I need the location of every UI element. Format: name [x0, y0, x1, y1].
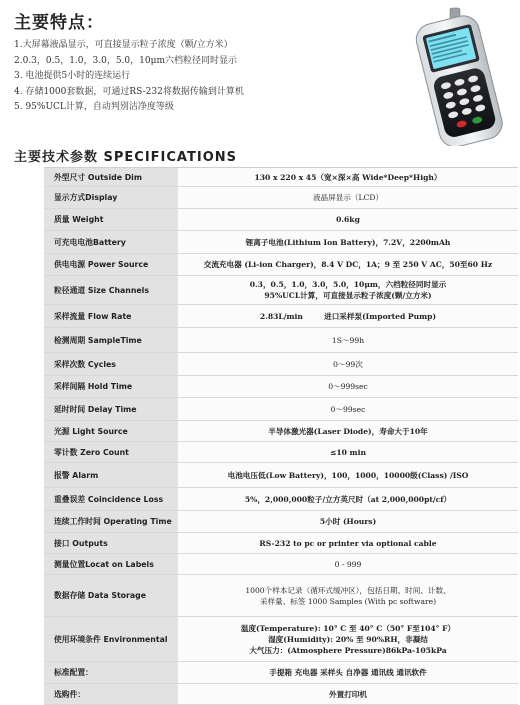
- spec-row: [44, 328, 518, 353]
- particle-counter-device-image: [400, 6, 518, 146]
- spec-label: 选购件：: [44, 684, 178, 704]
- feature-item: 4. 存储1000套数据，可通过RS-232将数据传输到计算机: [14, 86, 244, 97]
- spec-value: 温度(Temperature): 10° C 至 40° C（50° F至104° F） 湿度(Humidity): 20% 至 90%RH，非凝结 大气压力：(Atmosphere Pressure)86kPa-105kPa: [178, 617, 518, 661]
- spec-label: 可充电电池Battery: [44, 231, 178, 253]
- spec-value: 0～99sec: [178, 398, 518, 420]
- spec-value: 5小时 (Hours): [178, 511, 518, 532]
- spec-row: [44, 421, 518, 442]
- spec-row: [44, 398, 518, 421]
- spec-value: 1000个样本记录（循环式缓冲区），包括日期、时间、计数、 采样量、标签 1000 Samples (With pc software): [178, 575, 518, 616]
- spec-value: 0 - 999: [178, 554, 518, 574]
- spec-label: 测量位置Locat on Labels: [44, 554, 178, 574]
- feature-item: 5. 95%UCL计算，自动判别洁净度等级: [14, 102, 174, 112]
- spec-label: 供电电源 Power Source: [44, 254, 178, 275]
- spec-row: [44, 231, 518, 254]
- spec-label: 延时时间 Delay Time: [44, 398, 178, 420]
- spec-value: 1S～99h: [178, 328, 518, 352]
- spec-row: [44, 533, 518, 554]
- specifications-title: 主要技术参数 SPECIFICATIONS: [14, 150, 237, 165]
- spec-label: 数据存储 Data Storage: [44, 575, 178, 616]
- spec-row: [44, 511, 518, 533]
- spec-row: [44, 575, 518, 617]
- spec-value: 0～99次: [178, 353, 518, 375]
- spec-row: [44, 442, 518, 463]
- spec-label: 采样次数 Cycles: [44, 353, 178, 375]
- spec-value: 5%，2,000,000粒子/立方英尺时（at 2,000,000pt/cf）: [178, 488, 518, 510]
- spec-label: 采样流量 Flow Rate: [44, 305, 178, 327]
- spec-label: 质量 Weight: [44, 209, 178, 230]
- spec-label: 连续工作时间 Operating Time: [44, 511, 178, 532]
- spec-label: 使用环境条件 Environmental: [44, 617, 178, 661]
- features-list: [14, 38, 314, 116]
- spec-label: 报警 Alarm: [44, 463, 178, 487]
- spec-value: 交流充电器 (Li-ion Charger)，8.4 V DC，1A；9 至 250 V AC，50至60 Hz: [178, 254, 518, 275]
- spec-row: [44, 254, 518, 276]
- spec-row: [44, 305, 518, 328]
- spec-label: 重叠误差 Coincidence Loss: [44, 488, 178, 510]
- spec-label: 显示方式Display: [44, 187, 178, 208]
- spec-value: 0.6kg: [178, 209, 518, 230]
- feature-item: 1.大屏幕液晶显示，可直接显示粒子浓度（颗/立方米）: [14, 40, 233, 50]
- spec-value: 0.3，0.5，1.0，3.0，5.0，10μm，六档粒径同时显示 95%UCL计算，可直接显示粒子浓度(颗/立方米): [178, 276, 518, 304]
- spec-row: [44, 684, 518, 705]
- feature-item: 2.0.3，0.5，1.0，3.0，5.0，10μm六档粒径同时显示: [14, 55, 237, 66]
- spec-row: [44, 276, 518, 305]
- spec-row: [44, 353, 518, 376]
- spec-value: 锂离子电池(Lithium Ion Battery)，7.2V，2200mAh: [178, 231, 518, 253]
- spec-row: [44, 209, 518, 231]
- features-title: 主要特点：: [14, 13, 104, 33]
- spec-value: 手提箱 充电器 采样头 自净器 通讯线 通讯软件: [178, 662, 518, 683]
- spec-label: 粒径通道 Size Channels: [44, 276, 178, 304]
- spec-label: 接口 Outputs: [44, 533, 178, 553]
- spec-value: 130 x 220 x 45（宽×深×高 Wide*Deep*High）: [178, 168, 518, 186]
- spec-row: [44, 662, 518, 684]
- spec-value: 电池电压低(Low Battery)，100，1000，10000级(Class) /ISO: [178, 463, 518, 487]
- spec-row: [44, 488, 518, 511]
- spec-row: [44, 463, 518, 488]
- spec-value: 半导体激光器(Laser Diode)，寿命大于10年: [178, 421, 518, 441]
- spec-label: 外型尺寸 Outside Dim: [44, 168, 178, 186]
- spec-row: [44, 168, 518, 187]
- spec-row: [44, 554, 518, 575]
- spec-label: 零计数 Zero Count: [44, 442, 178, 462]
- spec-value: ≤10 min: [178, 442, 518, 462]
- spec-label: 标准配置：: [44, 662, 178, 683]
- spec-value: 2.83L/min 进口采样泵(Imported Pump): [178, 305, 518, 327]
- spec-row: [44, 187, 518, 209]
- spec-value: 0～999sec: [178, 376, 518, 397]
- feature-item: 3. 电池提供5小时的连续运行: [14, 71, 131, 81]
- spec-label: 光源 Light Source: [44, 421, 178, 441]
- spec-row: [44, 376, 518, 398]
- spec-value: 液晶屏显示（LCD）: [178, 187, 518, 208]
- spec-row: [44, 617, 518, 662]
- specifications-table: [44, 167, 518, 705]
- spec-label: 采样间隔 Hold Time: [44, 376, 178, 397]
- spec-label: 检测周期 SampleTime: [44, 328, 178, 352]
- spec-value: RS-232 to pc or printer via optional cable: [178, 533, 518, 553]
- spec-value: 外置打印机: [178, 684, 518, 704]
